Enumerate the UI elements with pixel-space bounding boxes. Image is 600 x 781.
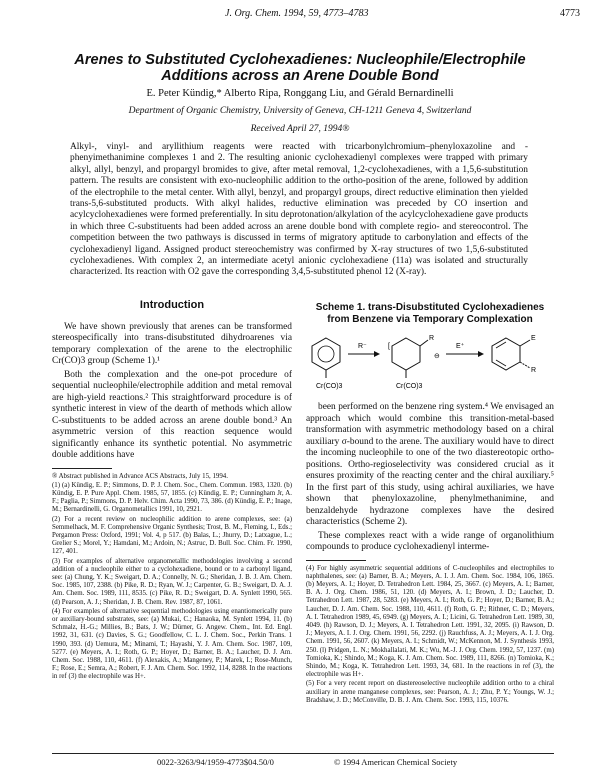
r-substituent-label: R: [429, 335, 435, 342]
e-substituent-bond: [520, 340, 530, 346]
right-column: [306, 302, 554, 706]
footnote: (3) For examples of alternative organometallic methodologies involving a second addition of a nucleophile either to a cyclohexadiene, bound or to a carbonyl ligand, see: (a) Chung, Y. K.; Sweigart, D. A.; Connelly, N. G.; Sheridan, J. B. J. Am. Chem. Soc. 1985, 107, 2388. (b) Pike, R. D.; Ryan, W. J.; Carpenter, G. B.; Sweigart, D. A. J. Am. Chem. Soc. 1989, 111, 8535. (c) Pike, R. D.; Sweigart, D. A. Synlett 1990, 565. (d) Pearson, A. J.; Sheridan, J. B. Chem. Rev. 1987, 87, 1061.: [52, 557, 292, 606]
article-title: [60, 52, 540, 84]
benzene-ring: [312, 338, 340, 370]
scheme-caption-line-2: from Benzene via Temporary Complexation: [327, 314, 533, 325]
reagent-nucleophile: R⁻: [358, 343, 367, 350]
footnotes-right: [306, 565, 554, 705]
arrowhead-2: [478, 351, 484, 357]
arrowhead-1: [374, 351, 380, 357]
scheme-caption: [306, 302, 554, 326]
title-line-1: Arenes to Substituted Cyclohexadienes: Nucleophile/Electrophile: [74, 52, 526, 68]
abstract: Alkyl-, vinyl- and aryllithium reagents were reacted with tricarbonylchromium–phenyloxazoline and -phenyimethanimine complexes 1 and 2. The resulting anionic cyclohexadienyl complexes were trapped with primary alkyl, allyl, benzyl, and propargyl bromides to give, after metal removal, 1,2-cyclohexadienes, with a 1,5,6-substitution pattern. The results are consistent with exo-nucleophilic addition to the ortho-position of the arene, followed by addition of the electrophile to the metal center. With allyl, benzyl, and propargyl groups, direct reductive elimination then yielded trans-5,6-substituted products. With alkyl halides, reductive elimination was preceded by CO insertion and acylcyclohexadienes were formed preferentially. In situ deprotonation/alkylation of the acylcyclohexadiene gave products in which three C-substituents had been added across an arene double bond with complete regio- and stereocontrol. The competition between the two pathways is discussed in terms of migratory aptitude to carbonylation and effects of the cyclohexadienyl ligand. Assigned product stereochemistry was confirmed by X-ray structures of two 1,5,6-substituted cyclohexadienes. With complex 2, an intermediate acetyl anionic cyclohexadiene (11a) was isolated and structurally characterized. Its reaction with O2 gave the corresponding 3,4,5-substituted phenol 12 (X-ray).: [70, 142, 528, 278]
author-list: E. Peter Kündig,* Alberto Ripa, Ronggang Liu, and Gérald Bernardinelli: [146, 88, 454, 99]
scheme-1-diagram: [306, 328, 554, 396]
footnote: (5) For a very recent report on diastereoselective nucleophile addition ortho to a chiral auxiliary in arene manganese complexes, see: Pearson, A. J.; Zhu, P. Y.; Youngs, W. J.; Bradshaw, J. D.; McConville, D. B. J. Am. Chem. Soc. 1993, 115, 10376.: [306, 680, 554, 704]
e-substituent-label: E: [531, 335, 536, 342]
journal-citation: J. Org. Chem. 1994, 59, 4773–4783: [225, 8, 369, 19]
article-code: 0022-3263/94/1959-4773$04.50/0: [157, 757, 274, 767]
metal-label: Cr(CO)3: [316, 383, 343, 390]
footnote: ® Abstract published in Advance ACS Abstracts, July 15, 1994.: [52, 472, 228, 480]
intro-paragraph-1: We have shown previously that arenes can be transformed stereospecifically into trans-disubstituted dihydroarenes via temporary complexation of the arene to the electrophilic Cr(CO)3 group (Scheme 1).¹: [52, 321, 292, 366]
right-paragraph-2: These complexes react with a wide range of organolithium compounds to produce cyclohexadienyl interme-: [306, 530, 554, 552]
section-heading-introduction: Introduction: [139, 299, 205, 311]
footnote: (4) For examples of alternative sequential methodologies using enantiomerically pure or auxiliary-bound substrates, see: (a) Mukai, C.; Hanaoka, M. Synlett 1994, 11. (b) Schmalz, H.-G.; Millies, B.; Bats, J. W.; Dürner, G. Angew. Chem., Int. Ed. Engl. 1992, 31, 631. (c) Davies, S. G.; Goodfellow, C. L. J. Chem. Soc., Perkin Trans. 1 1990, 393. (d) Uemura, M.; Minami, T.; Hayashi, Y. J. Am. Chem. Soc. 1987, 109, 5277. (e) Meyers, A. I.; Roth, G. P.; Hoyer, D.; Barner, B. A.; Laucher, D. J. Am. Chem. Soc. 1988, 110, 4611. (f) Alexakis, A.; Mangeney, P.; Marek, I.; Rose-Munch, F.; Rose, E.; Semra, A.; Robert, F. J. Am. Chem. Soc. 1992, 114, 8288. In the reactions in ref (3) the electrophile was H+.: [52, 607, 292, 681]
footnote: (2) For a recent review on nucleophilic addition to arene complexes, see: (a) Semmelhack, M. F. Comprehensive Organic Synthesis; Trost, B. M., Fleming, I., Eds.; Pergamon Press: Oxford, 1991; Vol. 4, p 517. (b) Balas, L.; Jhurry, D.; Latxague, L.; Grelier S.; Morel, Y.; Hamdani, M.; Ardoin, N.; Astruc, D. Bull. Soc. Chim. Fr. 1990, 127, 401.: [52, 515, 292, 556]
footnote: (1) (a) Kündig, E. P.; Simmons, D. P. J. Chem. Soc., Chem. Commun. 1983, 1320. (b) Kündig, E. P. Pure Appl. Chem. 1985, 57, 1855. (c) Kündig, E. P.; Cunningham Jr, A. F.; Paglia, P.; Simmons, D. P. Helv. Chim. Acta 1990, 73, 386. (d) Kündig, E. P.; Inage, M.; Bernardinelli, G. Organometallics 1991, 10, 2921.: [52, 481, 292, 514]
footnote: (4) For highly asymmetric sequential additions of C-nucleophiles and electrophiles to naphthalenes, see: (a) Barner, B. A.; Meyers, A. I. J. Am. Chem. Soc. 1984, 106, 1865. (b) Meyers, A. I.; Hoyer, D. Tetrahedron Lett. 1984, 25, 3667. (c) Meyers, A. I.; Barner, B. A. J. Org. Chem. 1986, 51, 120. (d) Meyers, A. I.; Brown, J. D.; Laucher, D. Tetrahedron Lett. 1987, 28, 5283. (e) Meyers, A. I.; Roth, G. P.; Hoyer, D.; Barner, B. A.; Laucher, D. J. Am. Chem. Soc. 1988, 110, 4611. (f) Roth, G. P.; Rithner, C. D.; Meyers, A. I. Tetrahedron 1989, 45, 6949. (g) Meyers, A. I.; Licini, G. Tetrahedron Lett. 1989, 30, 4049. (h) Rawson, D. J.; Meyers, A. I. Tetrahedron Lett. 1991, 32, 2095. (i) Rawson, D. J.; Meyers, A. I. J. Org. Chem. 1991, 56, 2292. (j) Rauchfuss, A. J.; Meyers, A. I. J. Org. Chem. 1991, 56, 2607. (k) Meyers, A. I.; Schmidt, W.; McKennon, M. J. Synthesis 1993, 250. (l) Pridgen, L. N.; Mokhallalati, M. K.; Wu, M.-J. J. Org. Chem. 1992, 57, 1237. (m) Tomioka, K.; Shindo, M.; Koga, K. J. Am. Chem. Soc. 1989, 111, 8266. (n) Tomioka, K.; Shindo, M.; Koga, K. Tetrahedron Lett. 1993, 34, 681. In the reactions in ref (3), the electrophile was H+.: [306, 564, 554, 679]
title-line-2: Additions across an Arene Double Bond: [161, 68, 439, 84]
cyclohexadienyl-ring: [392, 338, 420, 370]
page-number: 4773: [560, 8, 580, 19]
product-ring: [492, 338, 520, 370]
footnote-divider-right: [306, 560, 366, 561]
right-paragraph-1: been performed on the benzene ring system.⁴ We envisaged an approach which would combine this transition-metal-based transformation with asymmetric methodology based on a chiral auxiliary σ-bound to the arene. The auxiliary would have to direct the incoming nucleophile to one of the two diastereotopic ortho-positions. Ortho-regioselectivity was considered crucial as it ensures proximity of the reacting center and the chiral auxiliary.⁵ In the first part of this study, using achiral auxiliaries, we have shown that phenyloxazoline, phenylmethanimine, and benzaldehyde hydrazone complexes have the desired characteristics (Scheme 2).: [306, 402, 554, 527]
copyright-notice: © 1994 American Chemical Society: [334, 757, 458, 767]
affiliation: Department of Organic Chemistry, University of Geneva, CH-1211 Geneva 4, Switzerland: [128, 106, 472, 116]
r-substituent-bond-product: [520, 362, 530, 368]
intro-paragraph-2: Both the complexation and the one-pot procedure of sequential nucleophile/electrophile addition and metal removal are high-yield reactions.² This straightforward procedure is of synthetic interest in view of the dearth of methods which allow C-substituents to be added across an arene double bond.³ An asymmetric version of this reaction sequence would significantly enhance its synthetic potential. No asymmetric double additions have: [52, 369, 292, 460]
footer-divider: [52, 753, 554, 754]
footnotes-left: [52, 473, 292, 682]
cr-label: Cr(CO)3: [396, 383, 423, 390]
anion-bracket-open: [: [388, 343, 390, 350]
received-date: Received April 27, 1994®: [250, 124, 350, 134]
scheme-caption-line-1: Scheme 1. trans-Disubstituted Cyclohexadienes: [315, 302, 545, 313]
anion-charge: ⊖: [434, 353, 440, 360]
left-column: [52, 300, 292, 683]
r-substituent-label-product: R: [531, 367, 537, 374]
reagent-electrophile: E⁺: [456, 343, 465, 350]
aromatic-circle: [318, 346, 334, 362]
r-substituent-bond: [420, 340, 428, 346]
footnote-divider: [52, 468, 112, 469]
